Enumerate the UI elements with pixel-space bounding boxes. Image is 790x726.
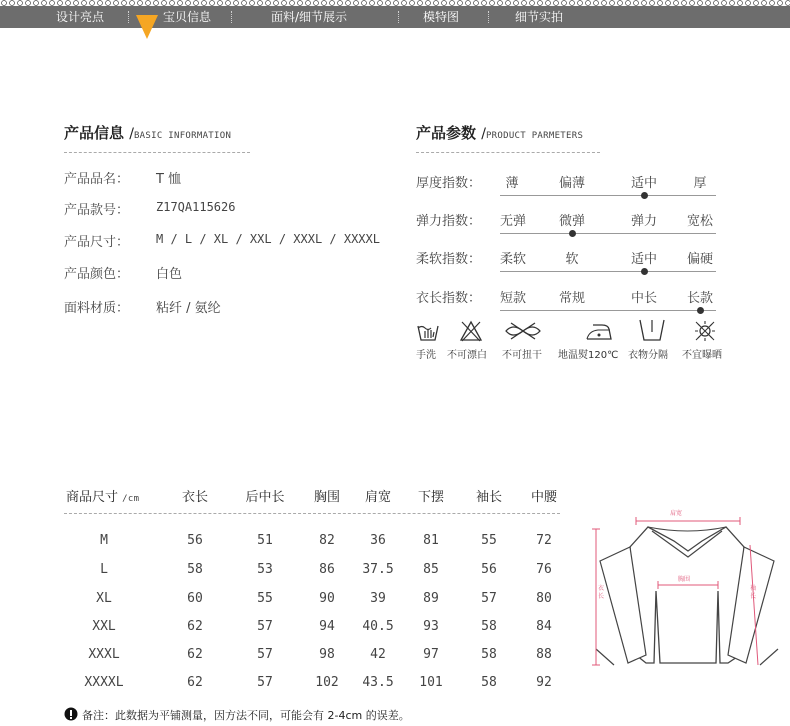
size-cell: 62 [187, 647, 203, 662]
nav-item-model[interactable]: 模特图 [423, 10, 460, 24]
care-label: 不可漂白 [447, 350, 487, 361]
size-cell: 72 [536, 533, 552, 548]
param-label: 弹力指数： [416, 214, 482, 229]
size-label: XXXXL [84, 675, 124, 690]
param-selected-marker [641, 268, 648, 275]
divider [64, 152, 250, 153]
size-cell: 98 [319, 647, 335, 662]
size-label: L [100, 562, 108, 577]
info-value-sku: Z17QA115626 [156, 200, 236, 214]
size-table-title-main: 商品尺寸 [66, 490, 119, 505]
diagram-chest-label: 胸围 [678, 576, 691, 583]
size-cell: 40.5 [362, 619, 394, 634]
product-params-heading: 产品参数 /PRODUCT PARMETERS [416, 124, 584, 142]
info-label: 产品款号： [64, 203, 130, 218]
param-option: 常规 [558, 291, 585, 306]
care-label: 地温熨120℃ [558, 350, 619, 361]
param-option: 弹力 [630, 214, 657, 229]
no-wring-icon [503, 322, 543, 340]
size-cell: 55 [481, 533, 497, 548]
size-cell: 81 [423, 533, 439, 548]
param-selected-marker [697, 307, 704, 314]
size-cell: 84 [536, 619, 552, 634]
size-label: XL [96, 591, 112, 606]
param-option: 宽松 [686, 214, 713, 229]
size-label: M [100, 533, 108, 548]
size-cell: 36 [370, 533, 386, 548]
size-cell: 86 [319, 562, 335, 577]
nav-separator [128, 11, 129, 23]
measurement-note: 备注：此数据为平铺测量，因方法不同，可能会有 2-4cm 的误差。 [82, 709, 410, 722]
size-cell: 94 [319, 619, 335, 634]
param-option: 偏硬 [686, 252, 713, 267]
size-cell: 57 [257, 647, 273, 662]
size-cell: 97 [423, 647, 439, 662]
hand-wash-icon [416, 320, 440, 342]
param-option: 长款 [686, 291, 713, 306]
size-column-header: 袖长 [475, 490, 502, 505]
size-table-title [66, 486, 139, 505]
care-label: 不宜曝晒 [682, 350, 722, 361]
size-cell: 60 [187, 591, 203, 606]
param-label: 衣长指数： [416, 291, 482, 306]
param-scale-line [500, 195, 716, 196]
size-cell: 85 [423, 562, 439, 577]
info-label: 产品品名： [64, 172, 130, 187]
size-column-header: 中腰 [530, 490, 557, 505]
param-option: 厚 [693, 176, 707, 191]
care-label: 衣物分隔 [628, 350, 668, 361]
param-option: 薄 [505, 176, 519, 191]
info-value-material: 粘纤 / 氨纶 [156, 301, 221, 316]
diagram-length-label: 衣长 [598, 585, 605, 600]
param-selected-marker [641, 192, 648, 199]
size-column-header: 后中长 [245, 490, 285, 505]
param-option: 中长 [630, 291, 657, 306]
low-iron-icon [584, 320, 614, 342]
nav-item-info[interactable]: 宝贝信息 [163, 10, 212, 24]
info-value-name: T 恤 [156, 172, 182, 187]
product-params-subtitle: PRODUCT PARMETERS [485, 131, 584, 141]
param-scale-line [500, 310, 716, 311]
info-label: 产品颜色： [64, 267, 130, 282]
size-cell: 62 [187, 619, 203, 634]
care-label: 不可扭干 [502, 350, 542, 361]
param-option: 适中 [630, 252, 657, 267]
product-info-heading: 产品信息 /BASIC INFORMATION [64, 124, 232, 142]
diagram-sleeve-label: 袖长 [750, 585, 757, 600]
divider [416, 152, 600, 153]
size-cell: 90 [319, 591, 335, 606]
param-option: 软 [565, 252, 579, 267]
param-option: 无弹 [500, 214, 527, 229]
nav-separator [231, 11, 232, 23]
product-info-subtitle: BASIC INFORMATION [133, 131, 232, 141]
size-cell: 88 [536, 647, 552, 662]
divider [64, 513, 560, 514]
size-cell: 53 [257, 562, 273, 577]
nav-item-detail[interactable]: 细节实拍 [515, 10, 564, 24]
size-cell: 57 [257, 675, 273, 690]
size-cell: 57 [481, 591, 497, 606]
no-sun-icon [693, 320, 717, 342]
nav-separator [398, 11, 399, 23]
active-nav-indicator-icon [136, 15, 158, 39]
separate-wash-icon [637, 318, 667, 342]
param-option: 偏薄 [558, 176, 585, 191]
size-cell: 89 [423, 591, 439, 606]
size-cell: 76 [536, 562, 552, 577]
diagram-shoulder-label: 肩宽 [670, 510, 683, 517]
size-cell: 92 [536, 675, 552, 690]
size-column-header: 肩宽 [364, 490, 391, 505]
param-scale-line [500, 233, 716, 234]
param-scale-line [500, 271, 716, 272]
param-option: 适中 [630, 176, 657, 191]
param-option: 短款 [500, 291, 527, 306]
size-column-header: 下摆 [417, 490, 444, 505]
info-value-color: 白色 [156, 267, 183, 282]
size-cell: 58 [187, 562, 203, 577]
product-info-title: 产品信息 [64, 124, 125, 142]
size-cell: 80 [536, 591, 552, 606]
size-cell: 39 [370, 591, 386, 606]
info-label: 面料材质： [64, 301, 130, 316]
product-params-title: 产品参数 [416, 124, 477, 142]
care-label: 手洗 [416, 350, 436, 361]
size-cell: 102 [315, 675, 339, 690]
info-icon [64, 707, 78, 721]
no-bleach-icon [459, 320, 483, 342]
size-cell: 58 [481, 675, 497, 690]
size-column-header: 衣长 [181, 490, 208, 505]
param-label: 柔软指数： [416, 252, 482, 267]
size-cell: 42 [370, 647, 386, 662]
size-table-unit: /cm [122, 494, 140, 504]
size-label: XXL [92, 619, 116, 634]
size-column-header: 胸围 [313, 490, 340, 505]
nav-item-design[interactable]: 设计亮点 [56, 10, 105, 24]
size-cell: 55 [257, 591, 273, 606]
param-option: 柔软 [500, 252, 527, 267]
size-cell: 101 [419, 675, 443, 690]
info-value-sizes: M / L / XL / XXL / XXXL / XXXXL [156, 232, 380, 246]
size-cell: 51 [257, 533, 273, 548]
size-cell: 37.5 [362, 562, 394, 577]
param-selected-marker [569, 230, 576, 237]
size-cell: 56 [187, 533, 203, 548]
size-cell: 57 [257, 619, 273, 634]
size-cell: 93 [423, 619, 439, 634]
size-cell: 58 [481, 647, 497, 662]
size-cell: 58 [481, 619, 497, 634]
size-label: XXXL [88, 647, 120, 662]
size-cell: 43.5 [362, 675, 394, 690]
size-cell: 62 [187, 675, 203, 690]
size-cell: 56 [481, 562, 497, 577]
param-label: 厚度指数： [416, 176, 482, 191]
nav-bar [0, 6, 790, 28]
size-cell: 82 [319, 533, 335, 548]
nav-item-fabric[interactable]: 面料/细节展示 [271, 10, 348, 24]
nav-separator [488, 11, 489, 23]
info-label: 产品尺寸： [64, 235, 130, 250]
param-option: 微弹 [558, 214, 585, 229]
